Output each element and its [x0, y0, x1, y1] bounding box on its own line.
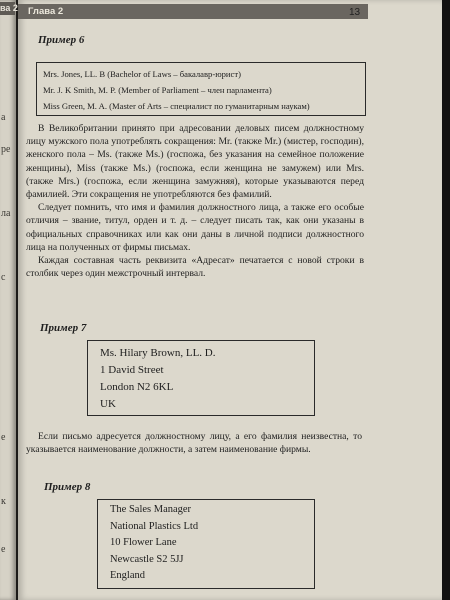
body-text-2 — [26, 430, 362, 456]
example-7-address-box — [87, 340, 315, 416]
address-line: UK — [100, 398, 116, 410]
page-number: 13 — [349, 7, 361, 18]
address-line: National Plastics Ltd — [110, 520, 199, 532]
example-6-line: Mrs. Jones, LL. B (Bachelor of Laws – бакалавр-юрист) — [43, 69, 241, 79]
book-page — [18, 0, 442, 600]
example-6-line: Miss Green, M. A. (Master of Arts – специалист по гуманитарным наукам) — [43, 101, 310, 111]
address-line: 1 David Street — [100, 364, 164, 376]
body-text-1 — [26, 122, 364, 280]
example-8-label: Пример 8 — [44, 481, 91, 493]
previous-page-chapter-tab: ва 2 — [0, 3, 18, 13]
chapter-header-bar — [18, 4, 368, 19]
previous-page-edge — [0, 0, 16, 600]
address-line: The Sales Manager — [110, 504, 192, 515]
example-6-label: Пример 6 — [38, 34, 85, 46]
example-8-address-box — [97, 499, 315, 589]
book-spine-shadow — [442, 0, 450, 600]
paragraph-address-lines: Каждая составная часть реквизита «Адресат» печатается с новой строки в столбик через один межстрочный интервал. — [26, 255, 364, 280]
address-line: London N2 6KL — [100, 381, 174, 393]
example-6-line: Mr. J. K Smith, M. P. (Member of Parliament – член парламента) — [43, 85, 272, 95]
address-line: Ms. Hilary Brown, LL. D. — [100, 347, 216, 359]
address-line: Newcastle S2 5JJ — [110, 553, 184, 565]
example-6-box — [36, 62, 366, 116]
paragraph-unknown-name: Если письмо адресуется должностному лицу, а его фамилия неизвестна, то указывается наименование должности, а затем наименование фирмы. — [26, 431, 362, 456]
paragraph-abbreviations: В Великобритании принято при адресовании деловых писем должностному лицу мужского пола употреблять сокращения: Mr. (также Mr.) (мистер, господин), женского пола – Ms. (также Ms.) (госпожа, без указания на семейное положение женщины), Miss (также Ms.) (госпожа, если женщина не замужем) или Mrs. (также Mrs.) (госпожа, если женщина замужняя), которые указываются перед фамилией. Эти сокращения не употребляются без фамилий. — [26, 123, 364, 201]
chapter-title: Глава 2 — [28, 6, 64, 17]
previous-page-margin-text: а ре ла с е к е — [1, 112, 11, 555]
paragraph-names-titles: Следует помнить, что имя и фамилия должностного лица, а также его особые отличия – звание, титул, орден и т. д. – следует писать так, как они указаны в официальных справочниках или как они даны в личной подписи должностного лица на полученных от фирмы письмах. — [26, 202, 364, 253]
example-7-label: Пример 7 — [40, 322, 87, 334]
address-line: 10 Flower Lane — [110, 537, 177, 548]
address-line: England — [110, 570, 145, 581]
